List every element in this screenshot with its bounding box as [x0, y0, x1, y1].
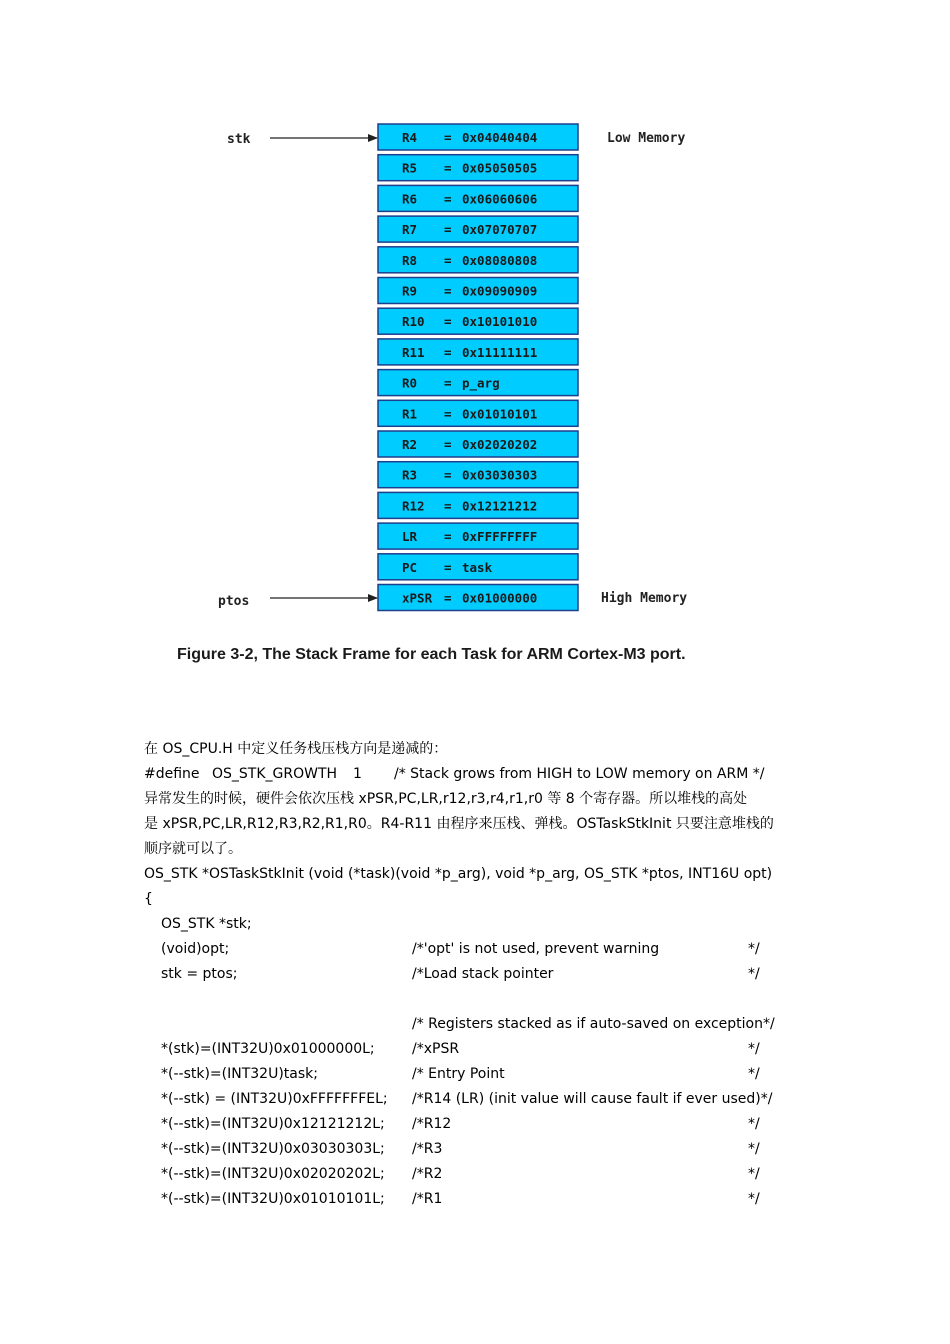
register-name: R8	[402, 252, 418, 268]
register-name: R6	[402, 191, 418, 207]
register-equals: =	[444, 160, 452, 176]
register-name: R0	[402, 375, 418, 391]
register-value: 0x04040404	[462, 130, 538, 145]
register-name: R2	[402, 437, 418, 452]
paragraph-line-3: 顺序就可以了。	[144, 841, 242, 857]
register-name: R7	[402, 222, 418, 238]
figure-caption: Figure 3-2, The Stack Frame for each Task for ARM Cortex-M3 port.	[177, 646, 686, 663]
register-equals: =	[444, 314, 452, 330]
code-comment: /*R1	[412, 1191, 443, 1207]
register-value: task	[462, 559, 493, 575]
register-equals: =	[444, 590, 452, 606]
code-comment: /*R12	[412, 1116, 452, 1132]
code-line	[144, 987, 824, 1012]
code-line	[144, 1187, 824, 1212]
code-line	[144, 962, 824, 987]
code-comment: /*'opt' is not used, prevent warning	[412, 941, 660, 957]
code-line	[144, 937, 824, 962]
register-value: 0x08080808	[462, 252, 538, 268]
stack-cell	[378, 278, 578, 304]
register-equals: =	[444, 529, 452, 545]
open-brace: {	[144, 891, 153, 907]
comment-end: */	[748, 1191, 760, 1207]
stack-cell	[378, 339, 578, 365]
define-comment: /* Stack grows from HIGH to LOW memory on ARM */	[394, 766, 765, 782]
register-value: 0x11111111	[462, 344, 538, 360]
register-equals: =	[444, 344, 452, 360]
code-statement: *(--stk)=(INT32U)0x01010101L;	[161, 1191, 385, 1207]
intro-line: 在 OS_CPU.H 中定义任务栈压栈方向是递减的：	[144, 741, 448, 757]
register-value: 0x03030303	[462, 467, 538, 483]
code-line	[144, 1062, 824, 1087]
register-equals: =	[444, 498, 452, 514]
register-name: R1	[402, 406, 418, 422]
code-line	[144, 912, 824, 937]
code-statement: OS_STK *stk;	[161, 916, 252, 932]
code-block	[144, 912, 824, 1212]
register-equals: =	[444, 375, 452, 391]
code-line	[144, 1162, 824, 1187]
comment-end: */	[748, 1041, 760, 1057]
register-name: R4	[402, 130, 418, 145]
register-equals: =	[444, 437, 452, 452]
register-equals: =	[444, 406, 452, 422]
code-comment: /* Registers stacked as if auto-saved on exception*/	[412, 1016, 775, 1032]
code-statement: *(--stk) = (INT32U)0xFFFFFFFEL;	[161, 1091, 388, 1107]
stk-label: stk	[227, 132, 251, 147]
register-name: R5	[402, 160, 418, 176]
define-line	[144, 762, 824, 787]
register-value: 0x07070707	[462, 222, 538, 238]
define-keyword: #define	[144, 766, 200, 782]
register-name: LR	[402, 529, 418, 545]
code-comment: /* Entry Point	[412, 1066, 505, 1082]
stack-cell	[378, 431, 578, 457]
code-line	[144, 1012, 824, 1037]
code-comment: /*R14 (LR) (init value will cause fault if ever used)*/	[412, 1091, 773, 1107]
stack-cell	[378, 462, 578, 488]
register-name: R11	[402, 344, 425, 360]
code-comment: /*Load stack pointer	[412, 966, 554, 982]
code-statement: (void)opt;	[161, 941, 230, 957]
stack-cell	[378, 185, 578, 211]
register-value: 0x01000000	[462, 590, 538, 606]
register-equals: =	[444, 467, 452, 483]
register-name: R9	[402, 283, 418, 299]
stack-cell	[378, 492, 578, 518]
comment-end: */	[748, 1116, 760, 1132]
code-line	[144, 1087, 824, 1112]
register-name: R3	[402, 467, 418, 483]
register-value: 0x02020202	[462, 437, 538, 452]
stack-cell	[378, 216, 578, 242]
paragraph-line-2: 是 xPSR,PC,LR,R12,R3,R2,R1,R0。R4-R11 由程序来压栈、弹栈。OSTaskStkInit 只要注意堆栈的	[144, 816, 774, 832]
register-value: 0x06060606	[462, 191, 538, 207]
stack-cell	[378, 370, 578, 396]
register-cells	[378, 124, 578, 611]
stack-cell	[378, 308, 578, 334]
register-name: xPSR	[402, 590, 433, 606]
stack-cell	[378, 400, 578, 426]
comment-end: */	[748, 1166, 760, 1182]
code-statement: *(--stk)=(INT32U)0x12121212L;	[161, 1116, 385, 1132]
code-comment: /*R2	[412, 1166, 443, 1182]
stack-cell	[378, 523, 578, 549]
comment-end: */	[748, 966, 760, 982]
register-equals: =	[444, 130, 452, 145]
stack-cell	[378, 124, 578, 150]
stack-cell	[378, 247, 578, 273]
register-equals: =	[444, 559, 452, 575]
register-equals: =	[444, 252, 452, 268]
ptos-label: ptos	[218, 594, 250, 609]
register-value: 0x10101010	[462, 314, 538, 330]
register-equals: =	[444, 222, 452, 238]
register-value: 0xFFFFFFFF	[462, 529, 538, 545]
code-line	[144, 1137, 824, 1162]
define-value: 1	[353, 766, 362, 782]
register-value: p_arg	[462, 375, 500, 391]
code-comment: /*R3	[412, 1141, 443, 1157]
code-statement: *(--stk)=(INT32U)0x02020202L;	[161, 1166, 385, 1182]
comment-end: */	[748, 1066, 760, 1082]
register-equals: =	[444, 191, 452, 207]
register-name: R12	[402, 498, 425, 514]
code-line	[144, 1112, 824, 1137]
low-memory-label: Low Memory	[607, 131, 686, 146]
register-equals: =	[444, 283, 452, 299]
code-statement: *(--stk)=(INT32U)task;	[161, 1066, 318, 1082]
code-statement: stk = ptos;	[161, 966, 238, 982]
document-body	[144, 737, 824, 1212]
code-line	[144, 1037, 824, 1062]
function-signature: OS_STK *OSTaskStkInit (void (*task)(void *p_arg), void *p_arg, OS_STK *ptos, INT16U opt)	[144, 866, 773, 882]
code-statement: *(stk)=(INT32U)0x01000000L;	[161, 1041, 375, 1057]
register-name: R10	[402, 314, 425, 330]
register-name: PC	[402, 559, 418, 575]
stack-cell	[378, 155, 578, 181]
comment-end: */	[748, 941, 760, 957]
register-value: 0x12121212	[462, 498, 538, 514]
define-name: OS_STK_GROWTH	[212, 766, 338, 782]
register-value: 0x05050505	[462, 160, 538, 176]
register-value: 0x01010101	[462, 406, 538, 422]
code-comment: /*xPSR	[412, 1041, 460, 1057]
stack-cell	[378, 585, 578, 611]
high-memory-label: High Memory	[601, 591, 688, 606]
register-value: 0x09090909	[462, 283, 538, 299]
paragraph-line-1: 异常发生的时候，硬件会依次压栈 xPSR,PC,LR,r12,r3,r4,r1,r0 等 8 个寄存器。所以堆栈的高处	[144, 791, 748, 807]
comment-end: */	[748, 1141, 760, 1157]
stack-cell	[378, 554, 578, 580]
code-statement: *(--stk)=(INT32U)0x03030303L;	[161, 1141, 385, 1157]
